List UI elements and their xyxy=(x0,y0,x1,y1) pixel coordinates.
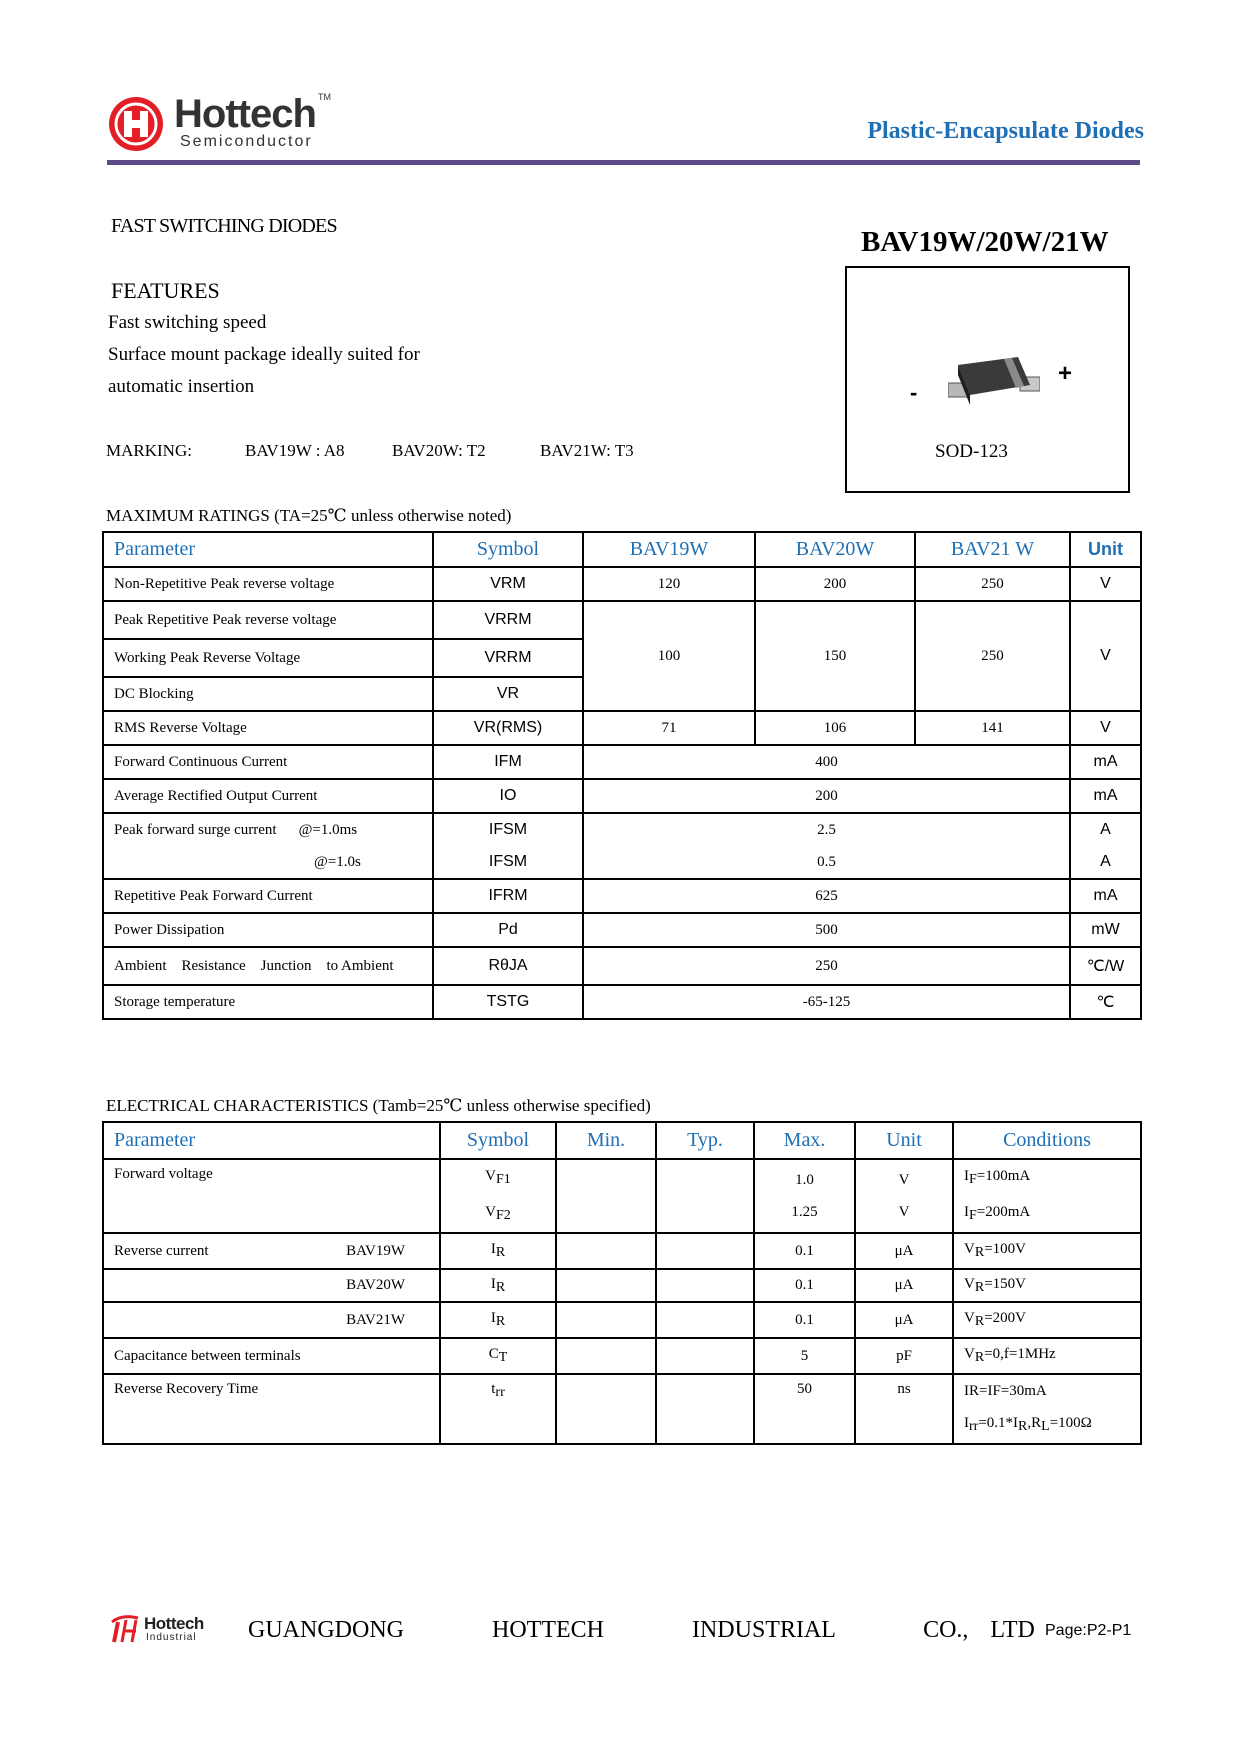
unit-cell: mA xyxy=(1070,779,1141,813)
package-name: SOD-123 xyxy=(935,441,1008,462)
symbol-subscript: T xyxy=(498,1350,508,1365)
cond-text: V xyxy=(964,1275,975,1292)
symbol-cell xyxy=(440,1269,556,1302)
param-text: Reverse current xyxy=(114,1242,209,1259)
footer-logo-text: Hottech xyxy=(144,1614,204,1633)
marking-bav20w: BAV20W: T2 xyxy=(392,441,486,460)
col-header-unit: Unit xyxy=(1070,532,1141,567)
cond-subscript: R xyxy=(974,1279,985,1295)
cond-text: =100V xyxy=(984,1241,1026,1257)
symbol-text: I xyxy=(490,1275,496,1292)
value-cell: 625 xyxy=(583,879,1070,913)
symbol-subscript: F1 xyxy=(496,1172,511,1187)
unit-text: V xyxy=(898,1204,910,1220)
symbol-text: t xyxy=(491,1381,496,1397)
param-cell: Average Rectified Output Current xyxy=(103,779,433,813)
cond-subscript: R xyxy=(974,1314,985,1329)
sod123-package-icon xyxy=(948,355,1040,407)
col-header-bav20w: BAV20W xyxy=(755,532,915,567)
product-category: Plastic-Encapsulate Diodes xyxy=(867,118,1144,144)
value-cell: 106 xyxy=(755,711,915,745)
value-cell: 120 xyxy=(583,567,755,601)
unit-cell xyxy=(855,1159,953,1233)
cond-text: I xyxy=(964,1168,969,1184)
conditions-cell xyxy=(953,1269,1141,1302)
table-row xyxy=(103,1338,1141,1374)
cond-text: =100Ω xyxy=(1049,1415,1092,1431)
symbol-cell: VR(RMS) xyxy=(433,711,583,745)
trademark-mark: TM xyxy=(318,92,331,102)
document-type: FAST SWITCHING DIODES xyxy=(111,215,337,237)
col-header-bav19w: BAV19W xyxy=(583,532,755,567)
header-divider xyxy=(107,160,1140,165)
param-cell xyxy=(103,1233,440,1269)
value-cell xyxy=(583,813,1070,879)
symbol-cell: IFRM xyxy=(433,879,583,913)
param-cell: Reverse Recovery Time xyxy=(103,1374,440,1444)
value-cell: 150 xyxy=(755,601,915,711)
cond-subscript: F xyxy=(969,1208,977,1223)
symbol-cell xyxy=(440,1338,556,1374)
cond-text: ,R xyxy=(1027,1415,1042,1431)
col-header-parameter: Parameter xyxy=(103,1122,440,1159)
typ-cell xyxy=(656,1233,754,1269)
cond-text: =200V xyxy=(984,1310,1026,1326)
cond-text: =100mA xyxy=(976,1168,1031,1184)
param-cell: Ambient Resistance Junction to Ambient xyxy=(103,947,433,985)
min-cell xyxy=(556,1233,656,1269)
col-header-max: Max. xyxy=(754,1122,855,1159)
unit-cell: mA xyxy=(1070,879,1141,913)
symbol-cell: RθJA xyxy=(433,947,583,985)
cond-text: =0.1*I xyxy=(978,1415,1019,1431)
table-row xyxy=(103,779,1141,813)
surge-cond-1ms: @=1.0ms xyxy=(298,822,358,838)
col-header-bav21w: BAV21 W xyxy=(915,532,1070,567)
symbol-text: C xyxy=(488,1346,499,1362)
conditions-cell xyxy=(953,1374,1141,1444)
symbol-subscript: F2 xyxy=(496,1208,511,1223)
table-row xyxy=(103,985,1141,1019)
max-ratings-table xyxy=(102,531,1142,1020)
surge-cond-1s: @=1.0s xyxy=(314,854,361,870)
variant-text: BAV19W xyxy=(346,1242,405,1259)
param-cell: Forward voltage xyxy=(103,1159,440,1233)
symbol-cell: IO xyxy=(433,779,583,813)
unit-cell xyxy=(1070,813,1141,879)
table-row xyxy=(103,745,1141,779)
param-cell: Working Peak Reverse Voltage xyxy=(103,639,433,677)
max-cell: 50 xyxy=(754,1374,855,1444)
cond-subscript: F xyxy=(969,1172,977,1187)
table-row xyxy=(103,601,1141,639)
electrical-table xyxy=(102,1121,1142,1445)
max-ratings-title: MAXIMUM RATINGS (TA=25℃ unless otherwise noted) xyxy=(106,506,512,525)
variant-text: BAV21W xyxy=(346,1311,405,1328)
param-cell: DC Blocking xyxy=(103,677,433,711)
col-header-unit: Unit xyxy=(855,1122,953,1159)
symbol-text: I xyxy=(490,1310,496,1326)
max-cell: 0.1 xyxy=(754,1302,855,1338)
cond-subscript: R xyxy=(974,1350,985,1365)
symbol-subscript: rr xyxy=(495,1385,505,1400)
value-cell: 71 xyxy=(583,711,755,745)
symbol-cell: Pd xyxy=(433,913,583,947)
symbol-cell: VRRM xyxy=(433,639,583,677)
company-name: GUANGDONG HOTTECH INDUSTRIAL CO., LTD xyxy=(248,1617,1035,1643)
features-heading: FEATURES xyxy=(111,278,220,303)
param-cell xyxy=(103,1269,440,1302)
table-row xyxy=(103,1233,1141,1269)
param-cell: Repetitive Peak Forward Current xyxy=(103,879,433,913)
cond-subscript: L xyxy=(1041,1419,1050,1434)
col-header-symbol: Symbol xyxy=(433,532,583,567)
param-cell: Capacitance between terminals xyxy=(103,1338,440,1374)
electrical-title: ELECTRICAL CHARACTERISTICS (Tamb=25℃ unless otherwise specified) xyxy=(106,1096,651,1115)
conditions-cell xyxy=(953,1159,1141,1233)
col-header-typ: Typ. xyxy=(656,1122,754,1159)
table-row xyxy=(103,813,1141,879)
unit-text: V xyxy=(898,1172,910,1188)
unit-cell: V xyxy=(1070,711,1141,745)
anode-mark: + xyxy=(1058,360,1073,387)
part-number: BAV19W/20W/21W xyxy=(861,226,1109,258)
unit-cell: ℃ xyxy=(1070,985,1141,1019)
brand-name: Hottech xyxy=(174,92,316,136)
feature-item: automatic insertion xyxy=(108,376,255,397)
param-cell xyxy=(103,813,433,879)
symbol-cell: VRM xyxy=(433,567,583,601)
cond-text: V xyxy=(964,1346,975,1362)
marking-label: MARKING: xyxy=(106,441,192,460)
table-row xyxy=(103,947,1141,985)
param-cell: Power Dissipation xyxy=(103,913,433,947)
max-cell: 0.1 xyxy=(754,1269,855,1302)
feature-item: Surface mount package ideally suited for xyxy=(108,344,420,365)
max-cell: 0.1 xyxy=(754,1233,855,1269)
symbol-cell xyxy=(440,1374,556,1444)
cond-text: =150V xyxy=(984,1275,1026,1292)
col-header-parameter: Parameter xyxy=(103,532,433,567)
symbol-cell xyxy=(433,813,583,879)
table-row xyxy=(103,567,1141,601)
footer-logo-sub: Industrial xyxy=(146,1632,197,1643)
symbol-text: V xyxy=(485,1168,497,1184)
param-cell xyxy=(103,1302,440,1338)
param-cell: Non-Repetitive Peak reverse voltage xyxy=(103,567,433,601)
min-cell xyxy=(556,1338,656,1374)
symbol-text: IFSM xyxy=(488,821,528,838)
symbol-cell: VR xyxy=(433,677,583,711)
param-cell: Peak Repetitive Peak reverse voltage xyxy=(103,601,433,639)
table-row xyxy=(103,913,1141,947)
unit-cell: V xyxy=(1070,601,1141,711)
param-cell: Forward Continuous Current xyxy=(103,745,433,779)
symbol-subscript: R xyxy=(495,1245,506,1260)
symbol-text: V xyxy=(485,1204,497,1220)
min-cell xyxy=(556,1374,656,1444)
cond-text: =200mA xyxy=(976,1204,1031,1220)
brand-subtitle: Semiconductor xyxy=(180,133,313,150)
typ-cell xyxy=(656,1159,754,1233)
unit-cell: ns xyxy=(855,1374,953,1444)
cond-subscript: R xyxy=(974,1245,985,1260)
value-cell: 100 xyxy=(583,601,755,711)
table-row xyxy=(103,711,1141,745)
cond-text: =0,f=1MHz xyxy=(984,1346,1056,1362)
max-text: 1.0 xyxy=(795,1172,814,1188)
value-cell: 500 xyxy=(583,913,1070,947)
cond-text: I xyxy=(964,1204,969,1220)
typ-cell xyxy=(656,1302,754,1338)
unit-cell: μA xyxy=(855,1269,953,1302)
conditions-cell xyxy=(953,1338,1141,1374)
table-row xyxy=(103,1269,1141,1302)
col-header-min: Min. xyxy=(556,1122,656,1159)
value-cell: 250 xyxy=(915,601,1070,711)
typ-cell xyxy=(656,1269,754,1302)
table-header-row xyxy=(103,1122,1141,1159)
cond-subscript: rr xyxy=(969,1419,979,1434)
symbol-subscript: R xyxy=(495,1314,506,1329)
cond-text: V xyxy=(964,1310,975,1326)
unit-text: A xyxy=(1100,821,1111,838)
variant-text: BAV20W xyxy=(346,1277,405,1293)
table-row xyxy=(103,879,1141,913)
cond-text: IR=IF=30mA xyxy=(964,1383,1047,1399)
table-row xyxy=(103,1374,1141,1444)
cond-text: V xyxy=(964,1241,975,1257)
typ-cell xyxy=(656,1374,754,1444)
value-cell: 200 xyxy=(583,779,1070,813)
unit-cell: μA xyxy=(855,1233,953,1269)
min-cell xyxy=(556,1302,656,1338)
param-cell: RMS Reverse Voltage xyxy=(103,711,433,745)
symbol-text: IFSM xyxy=(488,853,528,870)
param-text: Peak forward surge current xyxy=(114,822,277,838)
max-cell xyxy=(754,1159,855,1233)
page-number: Page:P2-P1 xyxy=(1045,1622,1132,1639)
col-header-symbol: Symbol xyxy=(440,1122,556,1159)
unit-cell: mW xyxy=(1070,913,1141,947)
feature-item: Fast switching speed xyxy=(108,312,267,333)
value-cell: 400 xyxy=(583,745,1070,779)
param-cell: Storage temperature xyxy=(103,985,433,1019)
unit-cell: μA xyxy=(855,1302,953,1338)
symbol-cell: TSTG xyxy=(433,985,583,1019)
cathode-mark: - xyxy=(910,380,918,405)
hottech-logo-icon xyxy=(108,96,164,152)
unit-cell: ℃/W xyxy=(1070,947,1141,985)
cond-subscript: R xyxy=(1018,1419,1028,1434)
unit-cell: mA xyxy=(1070,745,1141,779)
max-cell: 5 xyxy=(754,1338,855,1374)
symbol-cell: IFM xyxy=(433,745,583,779)
symbol-cell xyxy=(440,1159,556,1233)
value-text: 0.5 xyxy=(817,854,836,870)
typ-cell xyxy=(656,1338,754,1374)
symbol-cell xyxy=(440,1233,556,1269)
col-header-conditions: Conditions xyxy=(953,1122,1141,1159)
min-cell xyxy=(556,1159,656,1233)
marking-bav21w: BAV21W: T3 xyxy=(540,441,634,460)
value-cell: -65-125 xyxy=(583,985,1070,1019)
value-cell: 250 xyxy=(915,567,1070,601)
hottech-industrial-logo-icon xyxy=(108,1614,146,1644)
max-text: 1.25 xyxy=(791,1204,818,1220)
cond-text: I xyxy=(964,1415,969,1431)
unit-cell: pF xyxy=(855,1338,953,1374)
marking-bav19w: BAV19W : A8 xyxy=(245,441,345,460)
table-header-row xyxy=(103,532,1141,567)
value-cell: 141 xyxy=(915,711,1070,745)
unit-text: A xyxy=(1100,853,1111,870)
symbol-subscript: R xyxy=(495,1279,506,1295)
value-cell: 200 xyxy=(755,567,915,601)
min-cell xyxy=(556,1269,656,1302)
table-row xyxy=(103,1302,1141,1338)
symbol-text: I xyxy=(490,1241,496,1257)
symbol-cell xyxy=(440,1302,556,1338)
conditions-cell xyxy=(953,1302,1141,1338)
value-cell: 250 xyxy=(583,947,1070,985)
conditions-cell xyxy=(953,1233,1141,1269)
unit-cell: V xyxy=(1070,567,1141,601)
value-text: 2.5 xyxy=(817,822,836,838)
table-row xyxy=(103,1159,1141,1233)
symbol-cell: VRRM xyxy=(433,601,583,639)
